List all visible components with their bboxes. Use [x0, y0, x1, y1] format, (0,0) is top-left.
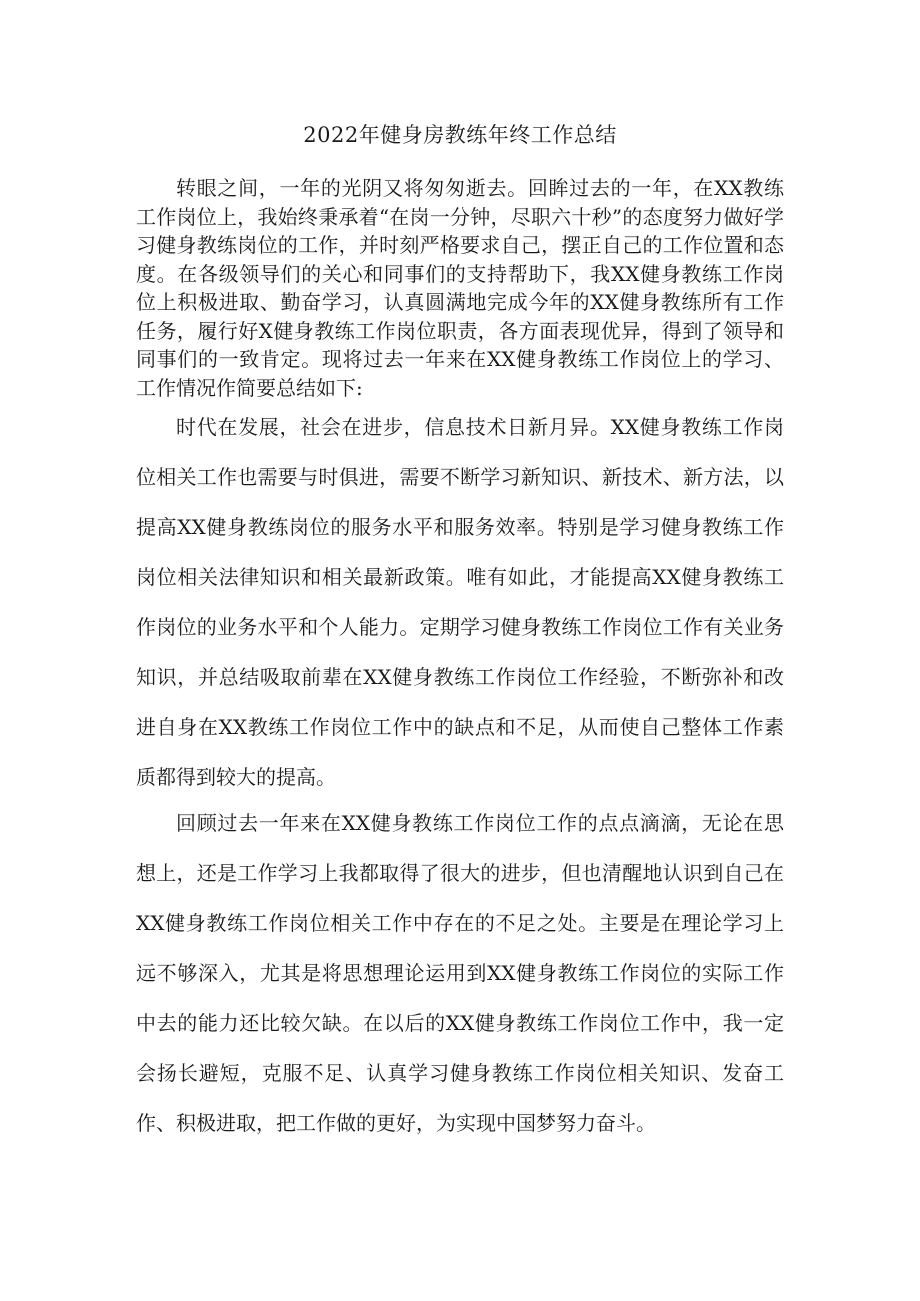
paragraph-review: 回顾过去一年来在XX健身教练工作岗位工作的点点滴滴，无论在思想上，还是工作学习上我都取得了很大的进步，但也清醒地认识到自己在XX健身教练工作岗位相关工作中存在的不足之处。主要是在理论学习上远不够深入，尤其是将思想理论运用到XX健身教练工作岗位的实际工作中去的能力还比较欠缺。在以后的XX健身教练工作岗位工作中，我一定会扬长避短，克服不足、认真学习健身教练工作岗位相关知识、发奋工作、积极进取，把工作做的更好，为实现中国梦努力奋斗。	[136, 811, 784, 1135]
paragraph-intro: 转眼之间，一年的光阴又将匆匆逝去。回眸过去的一年，在XX教练工作岗位上，我始终秉承着“在岗一分钟，尽职六十秒”的态度努力做好学习健身教练岗位的工作，并时刻严格要求自己，摆正自己的工作位置和态度。在各级领导们的关心和同事们的支持帮助下，我XX健身教练工作岗位上积极进取、勤奋学习，认真圆满地完成今年的XX健身教练所有工作任务，履行好X健身教练工作岗位职责，各方面表现优异，得到了领导和同事们的一致肯定。现将过去一年来在XX健身教练工作岗位上的学习、工作情况作简要总结如下:	[136, 176, 784, 400]
document-title: 2022年健身房教练年终工作总结	[303, 123, 617, 147]
paragraph-learning: 时代在发展，社会在进步，信息技术日新月异。XX健身教练工作岗位相关工作也需要与时俱进，需要不断学习新知识、新技术、新方法，以提高XX健身教练岗位的服务水平和服务效率。特别是学习健身教练工作岗位相关法律知识和相关最新政策。唯有如此，才能提高XX健身教练工作岗位的业务水平和个人能力。定期学习健身教练工作岗位工作有关业务知识，并总结吸取前辈在XX健身教练工作岗位工作经验，不断弥补和改进自身在XX教练工作岗位工作中的缺点和不足，从而使自己整体工作素质都得到较大的提高。	[136, 415, 784, 789]
